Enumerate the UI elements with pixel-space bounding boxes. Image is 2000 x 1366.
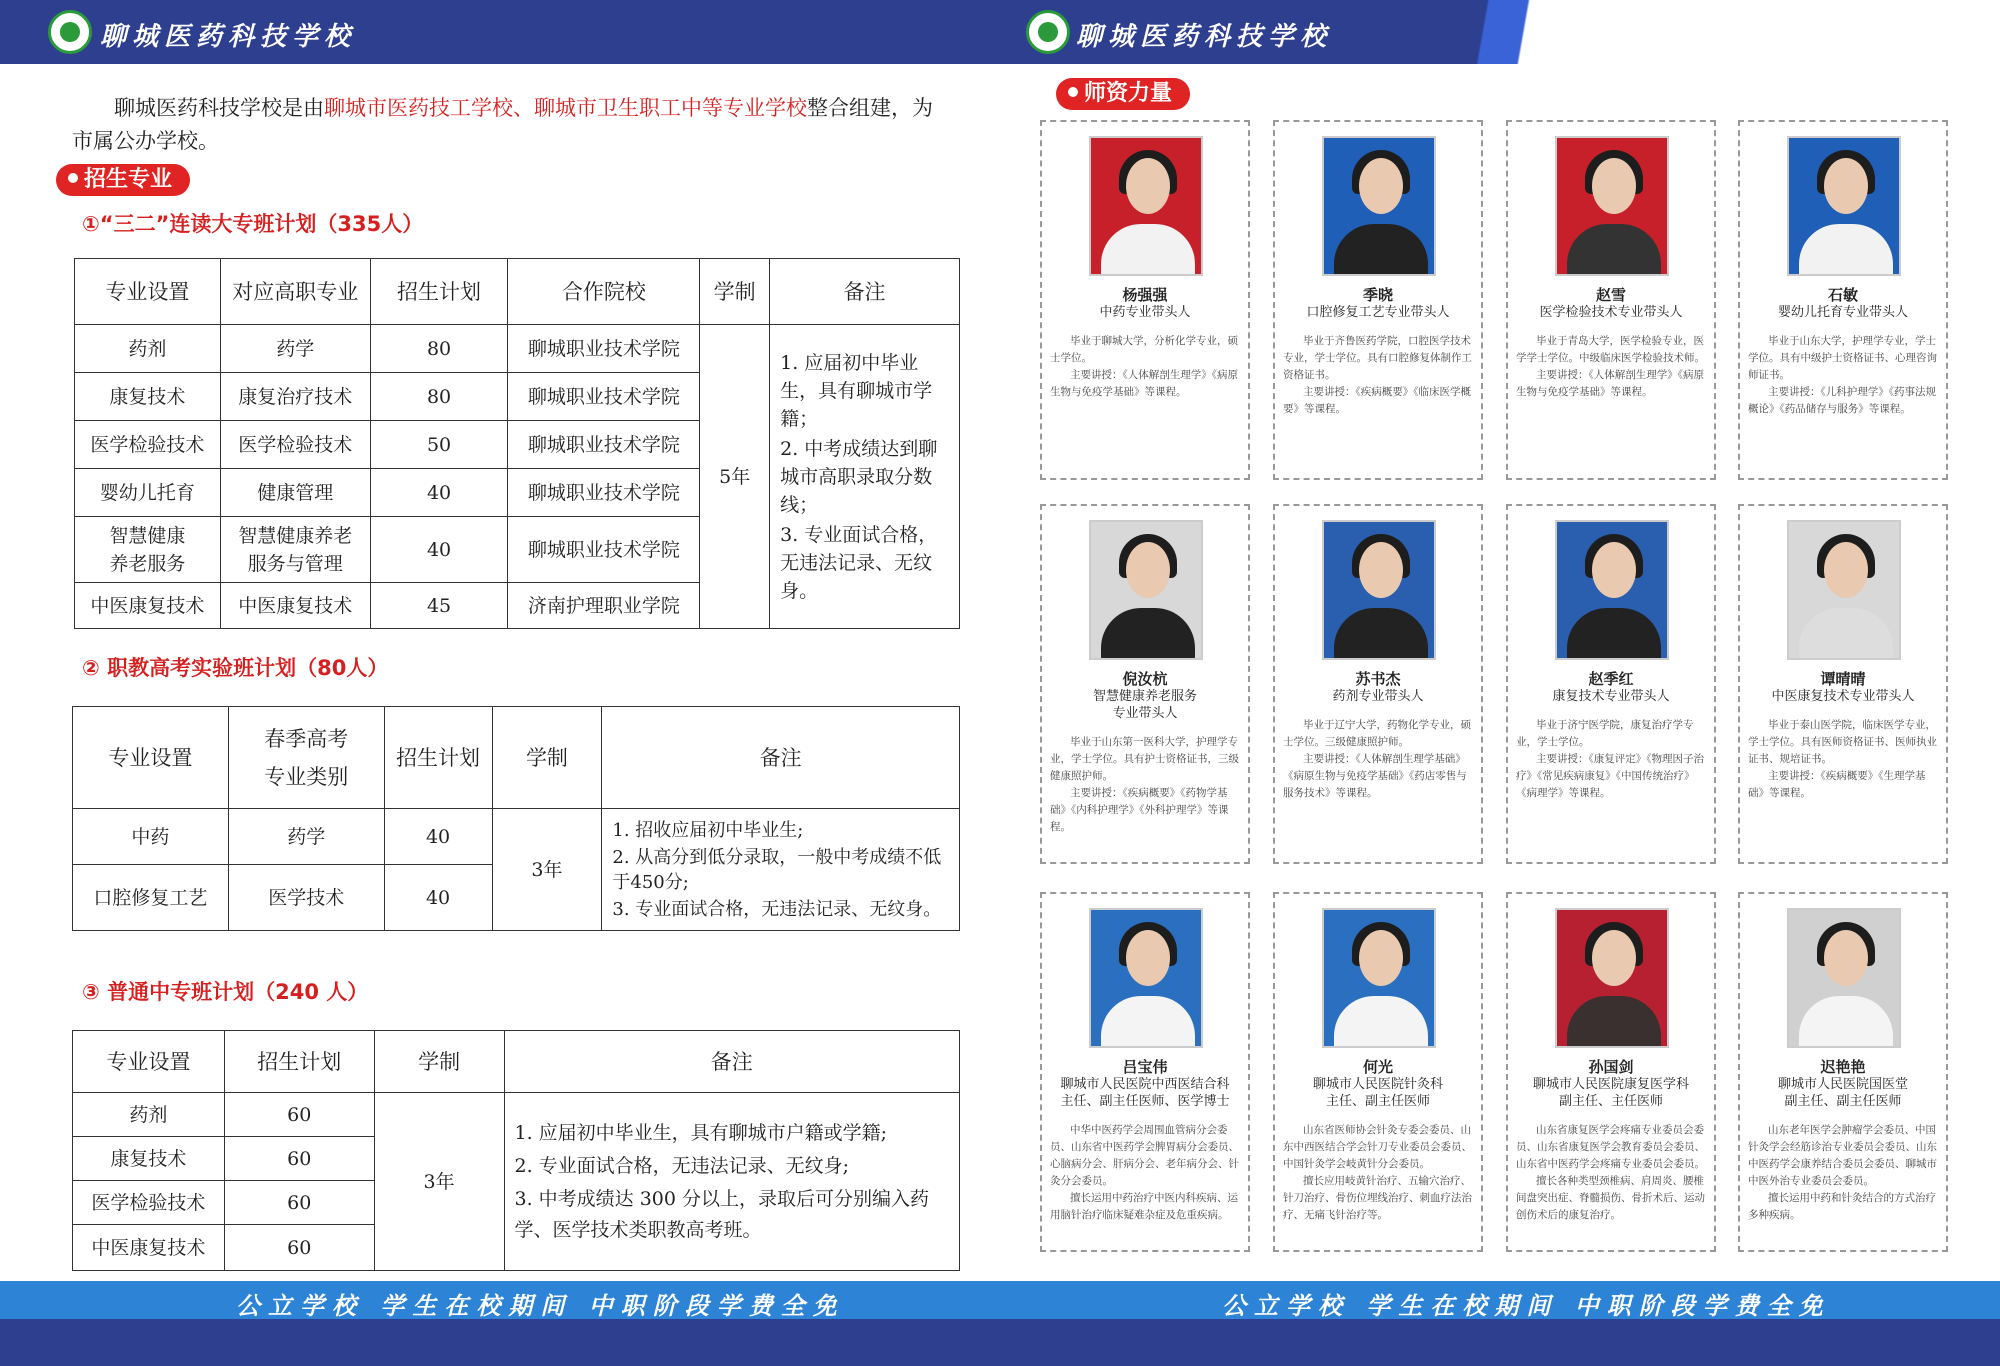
duration-cell: 3年 bbox=[374, 1093, 504, 1271]
table-row bbox=[73, 1093, 960, 1137]
teacher-name: 倪汝杭 bbox=[1122, 670, 1168, 688]
table-cell: 50 bbox=[370, 421, 508, 469]
table-header-row bbox=[73, 707, 960, 809]
teacher-card bbox=[1040, 120, 1250, 480]
teacher-name: 何光 bbox=[1362, 1058, 1393, 1076]
face-shape bbox=[1359, 930, 1403, 986]
teacher-name: 赵季红 bbox=[1588, 670, 1634, 688]
teacher-desc-line: 主要讲授：《疾病概要》《临床医学概要》等课程。 bbox=[1283, 386, 1471, 415]
teacher-card bbox=[1738, 120, 1948, 480]
column-header: 对应高职专业 bbox=[220, 259, 370, 325]
face-shape bbox=[1592, 930, 1636, 986]
teacher-name: 杨强强 bbox=[1122, 286, 1168, 304]
table-cell: 60 bbox=[224, 1093, 374, 1137]
teacher-photo bbox=[1787, 908, 1901, 1048]
intro-paragraph bbox=[72, 92, 942, 158]
table-cell: 80 bbox=[370, 373, 508, 421]
teacher-desc-line: 山东省医师协会针灸专委会委员、山东中西医结合学会针刀专业委员会委员、中国针灸学会岐黄针分会委员。 bbox=[1283, 1124, 1472, 1170]
table-cell: 药剂 bbox=[75, 325, 221, 373]
face-shape bbox=[1126, 158, 1170, 214]
table-cell: 济南护理职业学院 bbox=[508, 583, 700, 629]
face-shape bbox=[1592, 158, 1636, 214]
table-cell: 药学 bbox=[228, 809, 384, 865]
note-line: 2. 从高分到低分录取，一般中考成绩不低于450分; bbox=[612, 846, 942, 893]
teacher-description bbox=[1050, 1122, 1240, 1224]
column-header: 专业设置 bbox=[75, 259, 221, 325]
notes-cell bbox=[602, 809, 960, 931]
teacher-card bbox=[1273, 120, 1483, 480]
face-shape bbox=[1824, 542, 1868, 598]
teacher-title: 婴幼儿托育专业带头人 bbox=[1777, 305, 1908, 320]
table-cell: 智慧健康 养老服务 bbox=[75, 517, 221, 583]
plan1-table bbox=[74, 258, 960, 629]
table-cell: 药学 bbox=[220, 325, 370, 373]
duration-cell: 5年 bbox=[700, 325, 770, 629]
teacher-description bbox=[1050, 734, 1240, 836]
teacher-desc-line: 毕业于山东第一医科大学，护理学专业，学士学位。具有护士资格证书，三级健康照护师。 bbox=[1050, 736, 1239, 782]
right-page bbox=[1000, 0, 2000, 1366]
section-pill-faculty bbox=[1056, 78, 1190, 110]
table-cell: 60 bbox=[224, 1225, 374, 1271]
teacher-card bbox=[1040, 504, 1250, 864]
notes-cell bbox=[504, 1093, 960, 1271]
note-line: 2. 专业面试合格，无违法记录、无纹身; bbox=[514, 1154, 850, 1177]
table-cell: 医学技术 bbox=[228, 865, 384, 931]
column-header: 备注 bbox=[602, 707, 960, 809]
table-cell: 智慧健康养老 服务与管理 bbox=[220, 517, 370, 583]
plan2-title: ② 职教高考实验班计划（80人） bbox=[82, 656, 389, 680]
school-logo-icon bbox=[1026, 10, 1070, 54]
footer-slogan: 公立学校 学生在校期间 中职阶段学费全免 bbox=[236, 1291, 845, 1320]
footer-slogan: 公立学校 学生在校期间 中职阶段学费全免 bbox=[1222, 1291, 1831, 1320]
note-line: 1. 招收应届初中毕业生; bbox=[612, 819, 804, 841]
teacher-desc-line: 主要讲授：《康复评定》《物理因子治疗》《常见疾病康复》《中国传统治疗》《病理学》等课程。 bbox=[1516, 753, 1704, 799]
column-header: 合作院校 bbox=[508, 259, 700, 325]
table-cell: 聊城职业技术学院 bbox=[508, 373, 700, 421]
teacher-desc-line: 主要讲授：《疾病概要》《生理学基础》等课程。 bbox=[1748, 770, 1926, 799]
teacher-title: 聊城市人民医院针灸科 主任、副主任医师 bbox=[1312, 1077, 1443, 1109]
table-row bbox=[73, 809, 960, 865]
teacher-desc-line: 中华中医药学会周围血管病分会委员、山东省中医药学会脾胃病分会委员、心脑病分会、肝病分会、老年病分会、针灸分会委员。 bbox=[1050, 1124, 1239, 1187]
table-cell: 药剂 bbox=[73, 1093, 225, 1137]
teacher-name: 石敏 bbox=[1827, 286, 1858, 304]
teacher-card bbox=[1040, 892, 1250, 1252]
teacher-desc-line: 擅长运用中药治疗中医内科疾病、运用脑针治疗临床疑难杂症及危重疾病。 bbox=[1050, 1192, 1238, 1221]
teacher-title: 中医康复技术专业带头人 bbox=[1771, 689, 1915, 704]
teacher-description bbox=[1516, 1122, 1706, 1224]
teacher-card bbox=[1738, 504, 1948, 864]
teacher-photo bbox=[1322, 136, 1436, 276]
teacher-title: 药剂专业带头人 bbox=[1332, 689, 1424, 704]
table-cell: 中医康复技术 bbox=[73, 1225, 225, 1271]
school-name: 聊城医药科技学校 bbox=[100, 22, 357, 52]
footer-bottom-bar bbox=[0, 1319, 1000, 1366]
teacher-description bbox=[1283, 717, 1473, 802]
teacher-desc-line: 擅长应用岐黄针治疗、五输穴治疗、针刀治疗、骨伤位埋线治疗、刺血疗法治疗、无痛飞针治疗等。 bbox=[1283, 1175, 1472, 1221]
teacher-card bbox=[1506, 120, 1716, 480]
column-header: 招生计划 bbox=[384, 707, 492, 809]
teacher-desc-line: 毕业于聊城大学，分析化学专业，硕士学位。 bbox=[1050, 335, 1238, 364]
table-cell: 婴幼儿托育 bbox=[75, 469, 221, 517]
face-shape bbox=[1359, 542, 1403, 598]
table-cell: 60 bbox=[224, 1137, 374, 1181]
table-cell: 中医康复技术 bbox=[220, 583, 370, 629]
column-header: 备注 bbox=[770, 259, 960, 325]
column-header: 春季高考 专业类别 bbox=[228, 707, 384, 809]
teacher-title: 聊城市人民医院国医堂 副主任、副主任医师 bbox=[1777, 1077, 1908, 1109]
column-header: 学制 bbox=[374, 1031, 504, 1093]
teacher-description bbox=[1748, 717, 1938, 802]
face-shape bbox=[1126, 930, 1170, 986]
column-header: 学制 bbox=[700, 259, 770, 325]
table-cell: 聊城职业技术学院 bbox=[508, 421, 700, 469]
teacher-desc-line: 主要讲授：《人体解剖生理学》《病原生物与免疫学基础》等课程。 bbox=[1050, 369, 1238, 398]
teacher-description bbox=[1516, 333, 1706, 401]
teacher-desc-line: 擅长各种类型颈椎病、肩周炎、腰椎间盘突出症、脊髓损伤、骨折术后、运动创伤术后的康复治疗。 bbox=[1516, 1175, 1705, 1221]
note-line: 2. 中考成绩达到聊城市高职录取分数线； bbox=[780, 437, 938, 516]
intro-highlight: 聊城市医药技工学校、聊城市卫生职工中等专业学校 bbox=[324, 96, 807, 120]
teacher-name: 孙国剑 bbox=[1588, 1058, 1634, 1076]
teacher-description bbox=[1748, 1122, 1938, 1224]
table-cell: 中医康复技术 bbox=[75, 583, 221, 629]
teacher-title: 聊城市人民医院康复医学科 副主任、主任医师 bbox=[1532, 1077, 1689, 1109]
school-name: 聊城医药科技学校 bbox=[1076, 22, 1333, 52]
teacher-desc-line: 主要讲授：《儿科护理学》《药事法规概论》《药品储存与服务》等课程。 bbox=[1748, 386, 1936, 415]
note-line: 1. 应届初中毕业生，具有聊城市户籍或学籍; bbox=[514, 1121, 888, 1144]
duration-cell: 3年 bbox=[492, 809, 602, 931]
teacher-description bbox=[1050, 333, 1240, 401]
teacher-title: 康复技术专业带头人 bbox=[1552, 689, 1670, 704]
teacher-photo bbox=[1555, 520, 1669, 660]
table-cell: 健康管理 bbox=[220, 469, 370, 517]
footer-bottom-bar bbox=[1000, 1319, 2000, 1366]
table-cell: 聊城职业技术学院 bbox=[508, 325, 700, 373]
table-cell: 康复技术 bbox=[73, 1137, 225, 1181]
teacher-title: 口腔修复工艺专业带头人 bbox=[1306, 305, 1450, 320]
table-cell: 康复技术 bbox=[75, 373, 221, 421]
section-pill-label: 师资力量 bbox=[1084, 81, 1173, 106]
face-shape bbox=[1824, 158, 1868, 214]
column-header: 招生计划 bbox=[370, 259, 508, 325]
teacher-name: 季晓 bbox=[1362, 286, 1393, 304]
teacher-title: 智慧健康养老服务 专业带头人 bbox=[1092, 689, 1197, 721]
teacher-desc-line: 毕业于齐鲁医药学院，口腔医学技术专业，学士学位。具有口腔修复体制作工资格证书。 bbox=[1283, 335, 1472, 381]
face-shape bbox=[1592, 542, 1636, 598]
teacher-desc-line: 毕业于泰山医学院，临床医学专业，学士学位。具有医师资格证书、医师执业证书、规培证书。 bbox=[1748, 719, 1937, 765]
teacher-photo bbox=[1787, 136, 1901, 276]
table-cell: 聊城职业技术学院 bbox=[508, 469, 700, 517]
face-shape bbox=[1126, 542, 1170, 598]
column-header: 专业设置 bbox=[73, 707, 229, 809]
table-cell: 40 bbox=[370, 517, 508, 583]
table-cell: 医学检验技术 bbox=[220, 421, 370, 469]
teacher-photo bbox=[1322, 908, 1436, 1048]
section-pill-label: 招生专业 bbox=[84, 167, 173, 192]
table-cell: 医学检验技术 bbox=[75, 421, 221, 469]
teacher-description bbox=[1283, 333, 1473, 418]
teacher-photo bbox=[1089, 136, 1203, 276]
column-header: 学制 bbox=[492, 707, 602, 809]
bullet-dot-icon bbox=[68, 173, 78, 183]
teacher-desc-line: 主要讲授：《人体解剖生理学》《病原生物与免疫学基础》等课程。 bbox=[1516, 369, 1704, 398]
teacher-title: 聊城市人民医院中西医结合科 主任、副主任医师、医学博士 bbox=[1060, 1077, 1230, 1109]
note-line: 1. 应届初中毕业生，具有聊城市学籍； bbox=[780, 351, 933, 430]
teacher-description bbox=[1516, 717, 1706, 802]
plan3-title: ③ 普通中专班计划（240 人） bbox=[82, 980, 369, 1004]
teacher-name: 苏书杰 bbox=[1355, 670, 1401, 688]
teacher-title: 医学检验技术专业带头人 bbox=[1539, 305, 1683, 320]
table-cell: 60 bbox=[224, 1181, 374, 1225]
section-pill-enrollment bbox=[56, 164, 190, 196]
table-cell: 康复治疗技术 bbox=[220, 373, 370, 421]
table-cell: 40 bbox=[384, 865, 492, 931]
teacher-description bbox=[1748, 333, 1938, 418]
teacher-desc-line: 毕业于济宁医学院，康复治疗学专业，学士学位。 bbox=[1516, 719, 1694, 748]
notes-cell bbox=[770, 325, 960, 629]
teacher-desc-line: 主要讲授：《人体解剖生理学基础》《病原生物与免疫学基础》《药店零售与服务技术》等课程。 bbox=[1283, 753, 1467, 799]
teacher-photo bbox=[1555, 908, 1669, 1048]
column-header: 专业设置 bbox=[73, 1031, 225, 1093]
table-header-row bbox=[73, 1031, 960, 1093]
teacher-photo bbox=[1787, 520, 1901, 660]
note-line: 3. 专业面试合格，无违法记录、无纹身。 bbox=[612, 898, 942, 920]
table-row bbox=[75, 325, 960, 373]
teacher-card bbox=[1273, 892, 1483, 1252]
face-shape bbox=[1359, 158, 1403, 214]
teacher-desc-line: 毕业于青岛大学，医学检验专业，医学学士学位。中级临床医学检验技术师。 bbox=[1516, 335, 1705, 364]
teacher-photo bbox=[1322, 520, 1436, 660]
note-line: 3. 专业面试合格，无违法记录、无纹身。 bbox=[780, 523, 938, 602]
table-header-row bbox=[75, 259, 960, 325]
bullet-dot-icon bbox=[1068, 87, 1078, 97]
teacher-name: 谭晴晴 bbox=[1820, 670, 1866, 688]
teacher-card bbox=[1273, 504, 1483, 864]
teacher-photo bbox=[1555, 136, 1669, 276]
teacher-desc-line: 擅长运用中药和针灸结合的方式治疗多种疾病。 bbox=[1748, 1192, 1936, 1221]
teacher-title: 中药专业带头人 bbox=[1099, 305, 1191, 320]
intro-pre: 聊城医药科技学校是由 bbox=[114, 96, 324, 120]
table-cell: 80 bbox=[370, 325, 508, 373]
teacher-name: 迟艳艳 bbox=[1820, 1058, 1866, 1076]
table-cell: 40 bbox=[370, 469, 508, 517]
teacher-description bbox=[1283, 1122, 1473, 1224]
teacher-card bbox=[1738, 892, 1948, 1252]
table-cell: 口腔修复工艺 bbox=[73, 865, 229, 931]
note-line: 3. 中考成绩达 300 分以上，录取后可分别编入药学、医学技术类职教高考班。 bbox=[514, 1187, 930, 1241]
intro-post: 整合组建，为市属公办学校。 bbox=[72, 96, 933, 153]
teacher-photo bbox=[1089, 520, 1203, 660]
plan3-table bbox=[72, 1030, 960, 1271]
teacher-name: 吕宝伟 bbox=[1122, 1058, 1168, 1076]
plan2-table bbox=[72, 706, 960, 931]
teacher-desc-line: 主要讲授：《疾病概要》《药物学基础》《内科护理学》《外科护理学》等课程。 bbox=[1050, 787, 1229, 833]
table-cell: 中药 bbox=[73, 809, 229, 865]
table-cell: 医学检验技术 bbox=[73, 1181, 225, 1225]
face-shape bbox=[1824, 930, 1868, 986]
table-cell: 聊城职业技术学院 bbox=[508, 517, 700, 583]
school-logo-icon bbox=[48, 10, 92, 54]
teacher-photo bbox=[1089, 908, 1203, 1048]
teacher-card bbox=[1506, 504, 1716, 864]
table-cell: 40 bbox=[384, 809, 492, 865]
column-header: 备注 bbox=[504, 1031, 960, 1093]
table-cell: 45 bbox=[370, 583, 508, 629]
plan1-title: ①“三二”连读大专班计划（335人） bbox=[82, 212, 424, 236]
teacher-desc-line: 山东省康复医学会疼痛专业委员会委员、山东省康复医学会教育委员会委员、山东省中医药学会疼痛专业委员会委员。 bbox=[1516, 1124, 1705, 1170]
teacher-desc-line: 毕业于山东大学，护理学专业，学士学位。具有中级护士资格证书、心理咨询师证书。 bbox=[1748, 335, 1937, 381]
teacher-card bbox=[1506, 892, 1716, 1252]
teacher-desc-line: 毕业于辽宁大学，药物化学专业，硕士学位。三级健康照护师。 bbox=[1283, 719, 1471, 748]
column-header: 招生计划 bbox=[224, 1031, 374, 1093]
teacher-name: 赵雪 bbox=[1595, 286, 1626, 304]
teacher-desc-line: 山东老年医学会肿瘤学会委员、中国针灸学会经筋诊治专业委员会委员、山东中医药学会康养结合委员会委员、聊城市中医外治专业委员会委员。 bbox=[1748, 1124, 1937, 1187]
